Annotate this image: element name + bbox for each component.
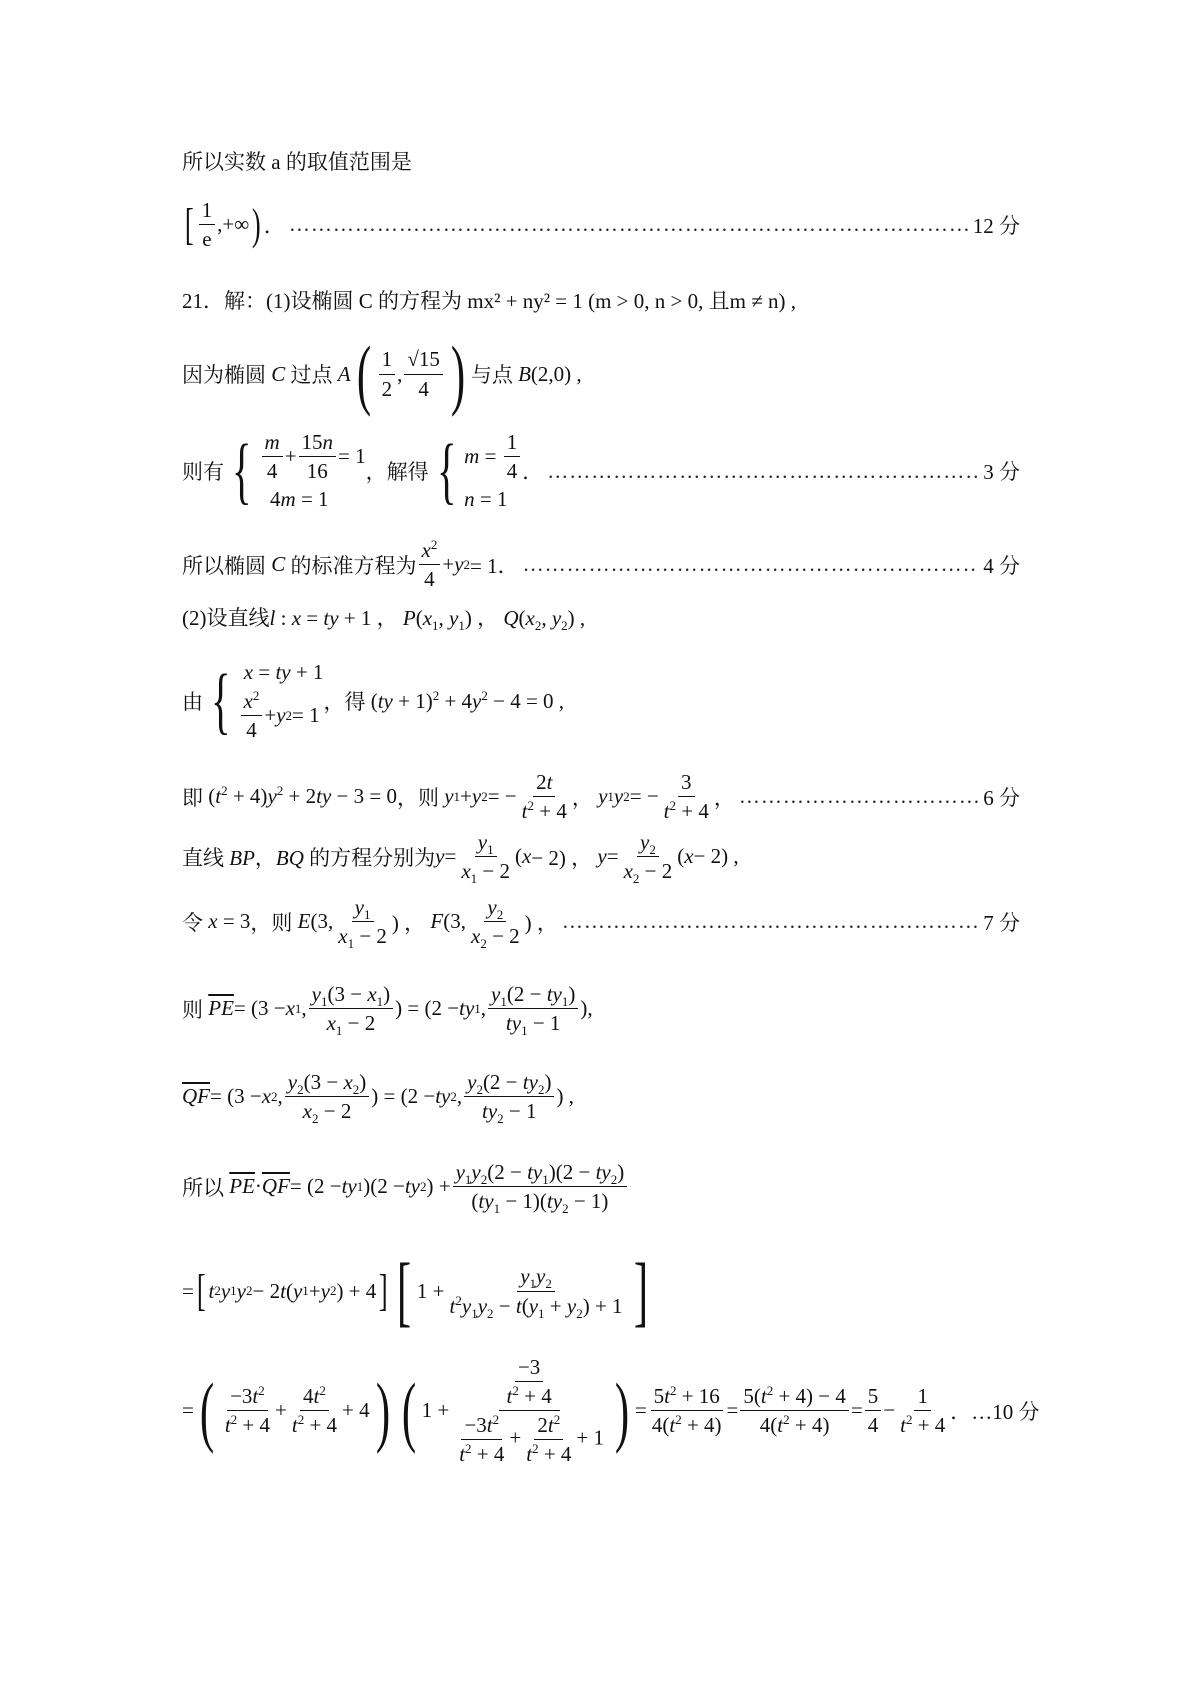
leader-dots	[739, 784, 979, 809]
text-segment: 则有	[182, 460, 224, 485]
score-label: 7 分	[983, 910, 1020, 935]
score-line: 即 $(t^2 + 4)y^2 + 2ty - 3 = 0$ ，则 y 1 + y 2 = − $\frac{2t}{t^2 + 4}$ ， y 1 y 2 = − $\frac{3}{t^2 + 4}$ ， ………………………………………………………………………………………………………………………………………………………………………… 6 分	[182, 770, 1020, 823]
score-label: 12 分	[972, 213, 1020, 238]
leader-dots	[289, 212, 969, 237]
text-segment: 过点	[290, 363, 333, 387]
leader-dots	[562, 909, 979, 934]
range-intro-text: 所以实数 a 的取值范围是	[182, 150, 412, 174]
leader-dots	[523, 552, 980, 577]
score-line: 所以椭圆 C 的标准方程为 $\frac{x^2}{4}$ + y 2 = 1． ………………………………………………………………………………………………………………………………………………………………………… 4 分	[182, 538, 1020, 591]
score-line: 则有 { $\frac{m}{4}$ + $\frac{15n}{16}$ = 1 4m = 1 ，解得 { m = $\frac{1}{4}$ n = 1 ． ………………………………………………………………………………………………………………………………………………………………………… 3 分	[182, 430, 1020, 512]
text-segment: 则	[182, 997, 203, 1022]
text-segment: 由	[182, 690, 203, 715]
equation-system: x = ty + 1 $\frac{x^2}{4}$ + y 2 = 1	[239, 660, 324, 742]
text-segment: ，则	[396, 785, 439, 810]
text-line: 则 $\overline{PE}$ = (3 − x 1 , $\frac{y_1(3 - x_1)}{x_1 - 2}$ ) = (2 − ty 1 , $\frac{y_1(2 - ty_1)}{ty_1 - 1}$ ),	[182, 982, 593, 1039]
text-line: $\overline{QF}$ = (3 − x 2 , $\frac{y_2(3 - x_2)}{x_2 - 2}$ ) = (2 − ty 2 , $\frac{y_2(2 - ty_2)}{ty_2 - 1}$ ) ,	[182, 1070, 574, 1127]
text-segment: (2)设直线	[182, 606, 270, 630]
score-label: …10 分	[971, 1399, 1040, 1424]
solution-system: m = $\frac{1}{4}$ n = 1	[464, 430, 522, 512]
text-segment: ，得	[323, 690, 366, 715]
score-label: 6 分	[983, 785, 1020, 810]
text-segment: 即	[182, 785, 203, 810]
text-segment: 的标准方程为	[290, 553, 417, 578]
leader-dots	[547, 459, 979, 484]
score-line: 令 x = 3 ，则 E (3, $\frac{y_1}{x_1 - 2}$ ) ， F (3, $\frac{y_2}{x_2 - 2}$ ) ， ………………………………………………………………………………………………………………………………………………………………………… 7 分	[182, 895, 1020, 948]
final-expression: = ( $\frac{-3t^2}{t^2 + 4}$ + $\frac{4t^2}{t^2 + 4}$ + 4 ) ( 1 + $\frac{-3}{t^2 + 4}$ $\frac{-3t^2}{t^2 + 4}$ + $\frac{2t^2}{t^2 + 4}$ + 1 ) = $\frac{5t^2 + 16}{4(t^2 + 4)}$ = $\frac{5(t^2 + 4) - 4}{4(t^2 + 4)}$ = $\frac{5}{4}$ − $\frac{1}{t^2 + 4}$ ．	[182, 1355, 972, 1467]
text-segment: 所以椭圆	[182, 553, 266, 578]
score-line	[182, 198, 1020, 251]
score-label: 3 分	[983, 460, 1020, 485]
text-line	[182, 285, 1020, 315]
point-a-expression: A ( $\frac{1}{2}$ , $\frac{√15}{4}$ )	[332, 330, 465, 417]
text-segment: 与点	[470, 363, 513, 387]
text-segment: 所以	[182, 1175, 224, 1200]
text-segment: 因为椭圆	[182, 363, 266, 387]
text-line: 因为椭圆 C 过点 A ( $\frac{1}{2}$ , $\frac{√15}{4}$ ) 与点 B(2,0) ,	[182, 330, 582, 417]
text-line: (2)设直线 l : x = ty + 1 ， $P(x_1$, $y_1$) ， $Q(x_2$, $y_2$) ,	[182, 602, 1020, 632]
text-segment: 的方程分别为	[309, 845, 436, 870]
text-line: 由 { x = ty + 1 $\frac{x^2}{4}$ + y 2 = 1 ，得 $(ty + 1)^2 + 4y^2 - 4 = 0$ ,	[182, 660, 565, 743]
text-line: 直线 BP，BQ 的方程分别为 y = $\frac{y_1}{x_1 - 2}$ ( x − 2) ， y = $\frac{y_2}{x_2 - 2}$ ( x − 2) ,	[182, 830, 739, 887]
text-segment: 直线	[182, 845, 224, 870]
score-line	[182, 1355, 1040, 1467]
text-segment: 令	[182, 910, 203, 935]
text-segment: ，解得	[365, 460, 429, 485]
equation-system: $\frac{m}{4}$ + $\frac{15n}{16}$ = 1 4m = 1	[259, 430, 366, 512]
problem-21-setup: 21．解：(1)设椭圆 C 的方程为 mx² + ny² = 1 (m > 0, n > 0, 且m ≠ n) ,	[182, 289, 796, 313]
range-expression: [ $\frac{1}{e}$ ,+∞ ) ．	[184, 198, 285, 252]
text-line: 所以 $\overline{PE}$ · $\overline{QF}$ = (2 − ty 1 )(2 − ty 2 ) + $\frac{y_1y_2(2 - ty_1)(2 - ty_2)}{(ty_1 - 1)(ty_2 - 1)}$	[182, 1160, 1020, 1213]
score-label: 4 分	[983, 553, 1020, 578]
text-line	[182, 146, 1020, 176]
text-line: = [ t 2 y 1 y 2 − 2 t ( y 1 + y 2 ) + 4 ] [ 1 + $\frac{y_1y_2}{t^2y_1y_2 - t(y_1 + y_2) + 1}$ ]	[182, 1247, 648, 1334]
text-segment: ，则	[250, 910, 293, 935]
